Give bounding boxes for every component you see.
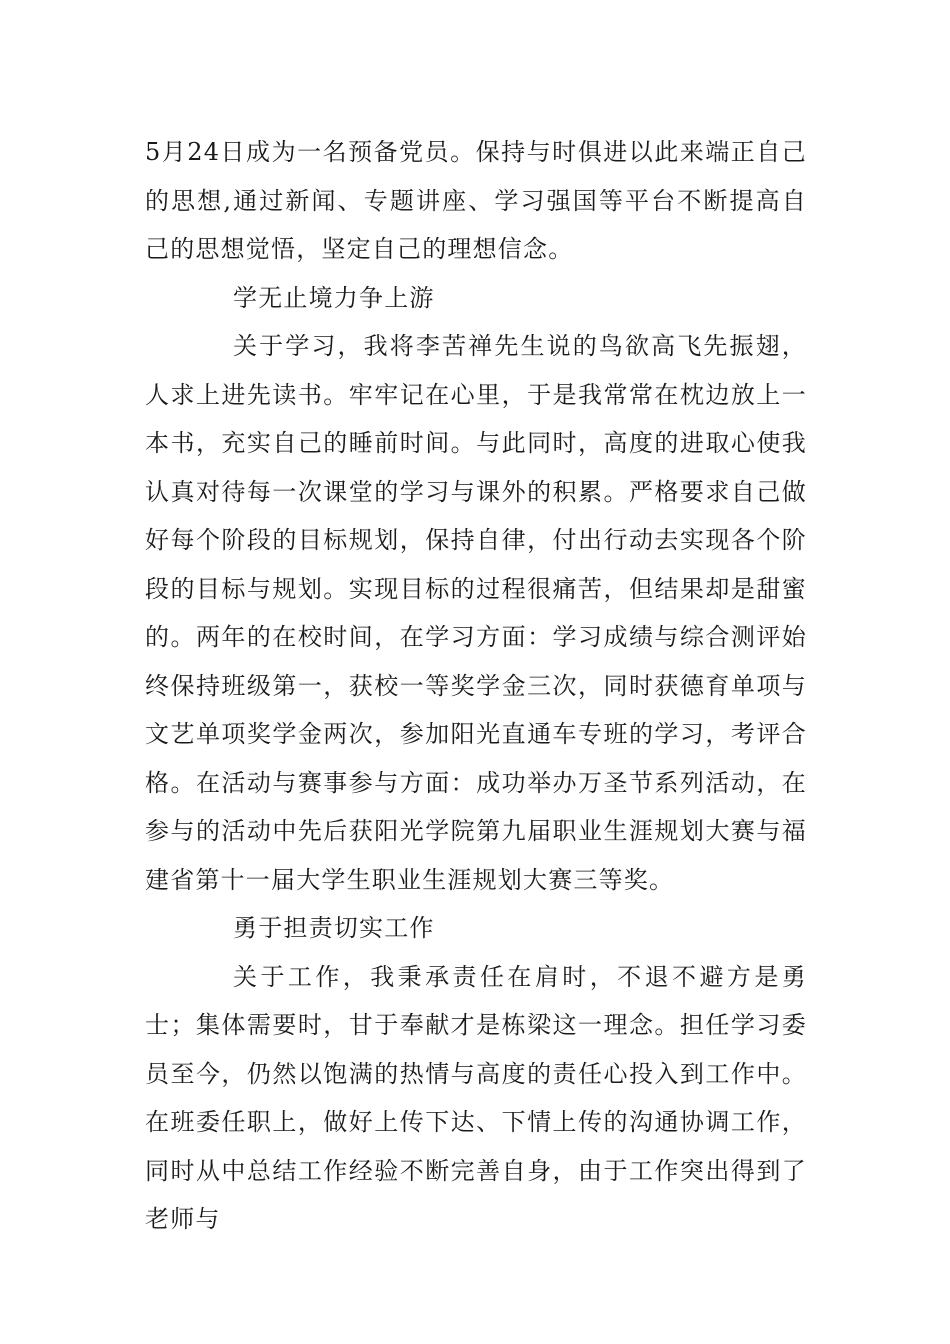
- document-body: [145, 128, 807, 1244]
- paragraph-study: 关于学习，我将李苦禅先生说的鸟欲高飞先振翅，人求上进先读书。牢牢记在心里，于是我常常在枕边放上一本书，充实自己的睡前时间。与此同时，高度的进取心使我认真对待每一次课堂的学习与课外的积累。严格要求自己做好每个阶段的目标规划，保持自律，付出行动去实现各个阶段的目标与规划。实现目标的过程很痛苦，但结果却是甜蜜的。两年的在校时间，在学习方面：学习成绩与综合测评始终保持班级第一，获校一等奖学金三次，同时获德育单项与文艺单项奖学金两次，参加阳光直通车专班的学习，考评合格。在活动与赛事参与方面：成功举办万圣节系列活动，在参与的活动中先后获阳光学院第九届职业生涯规划大赛与福建省第十一届大学生职业生涯规划大赛三等奖。: [145, 332, 807, 894]
- section-heading-study: 学无止境力争上游: [233, 283, 435, 312]
- paragraph-work: 关于工作，我秉承责任在肩时，不退不避方是勇士；集体需要时，甘于奉献才是栋梁这一理念。担任学习委员至今，仍然以饱满的热情与高度的责任心投入到工作中。在班委任职上，做好上传下达、下情上传的沟通协调工作，同时从中总结工作经验不断完善自身，由于工作突出得到了老师与: [145, 962, 807, 1233]
- paragraph-continuation: 5月24日成为一名预备党员。保持与时俱进以此来端正自己的思想,通过新闻、专题讲座、学习强国等平台不断提高自己的思想觉悟，坚定自己的理想信念。: [145, 138, 807, 263]
- section-heading-work: 勇于担责切实工作: [233, 914, 435, 942]
